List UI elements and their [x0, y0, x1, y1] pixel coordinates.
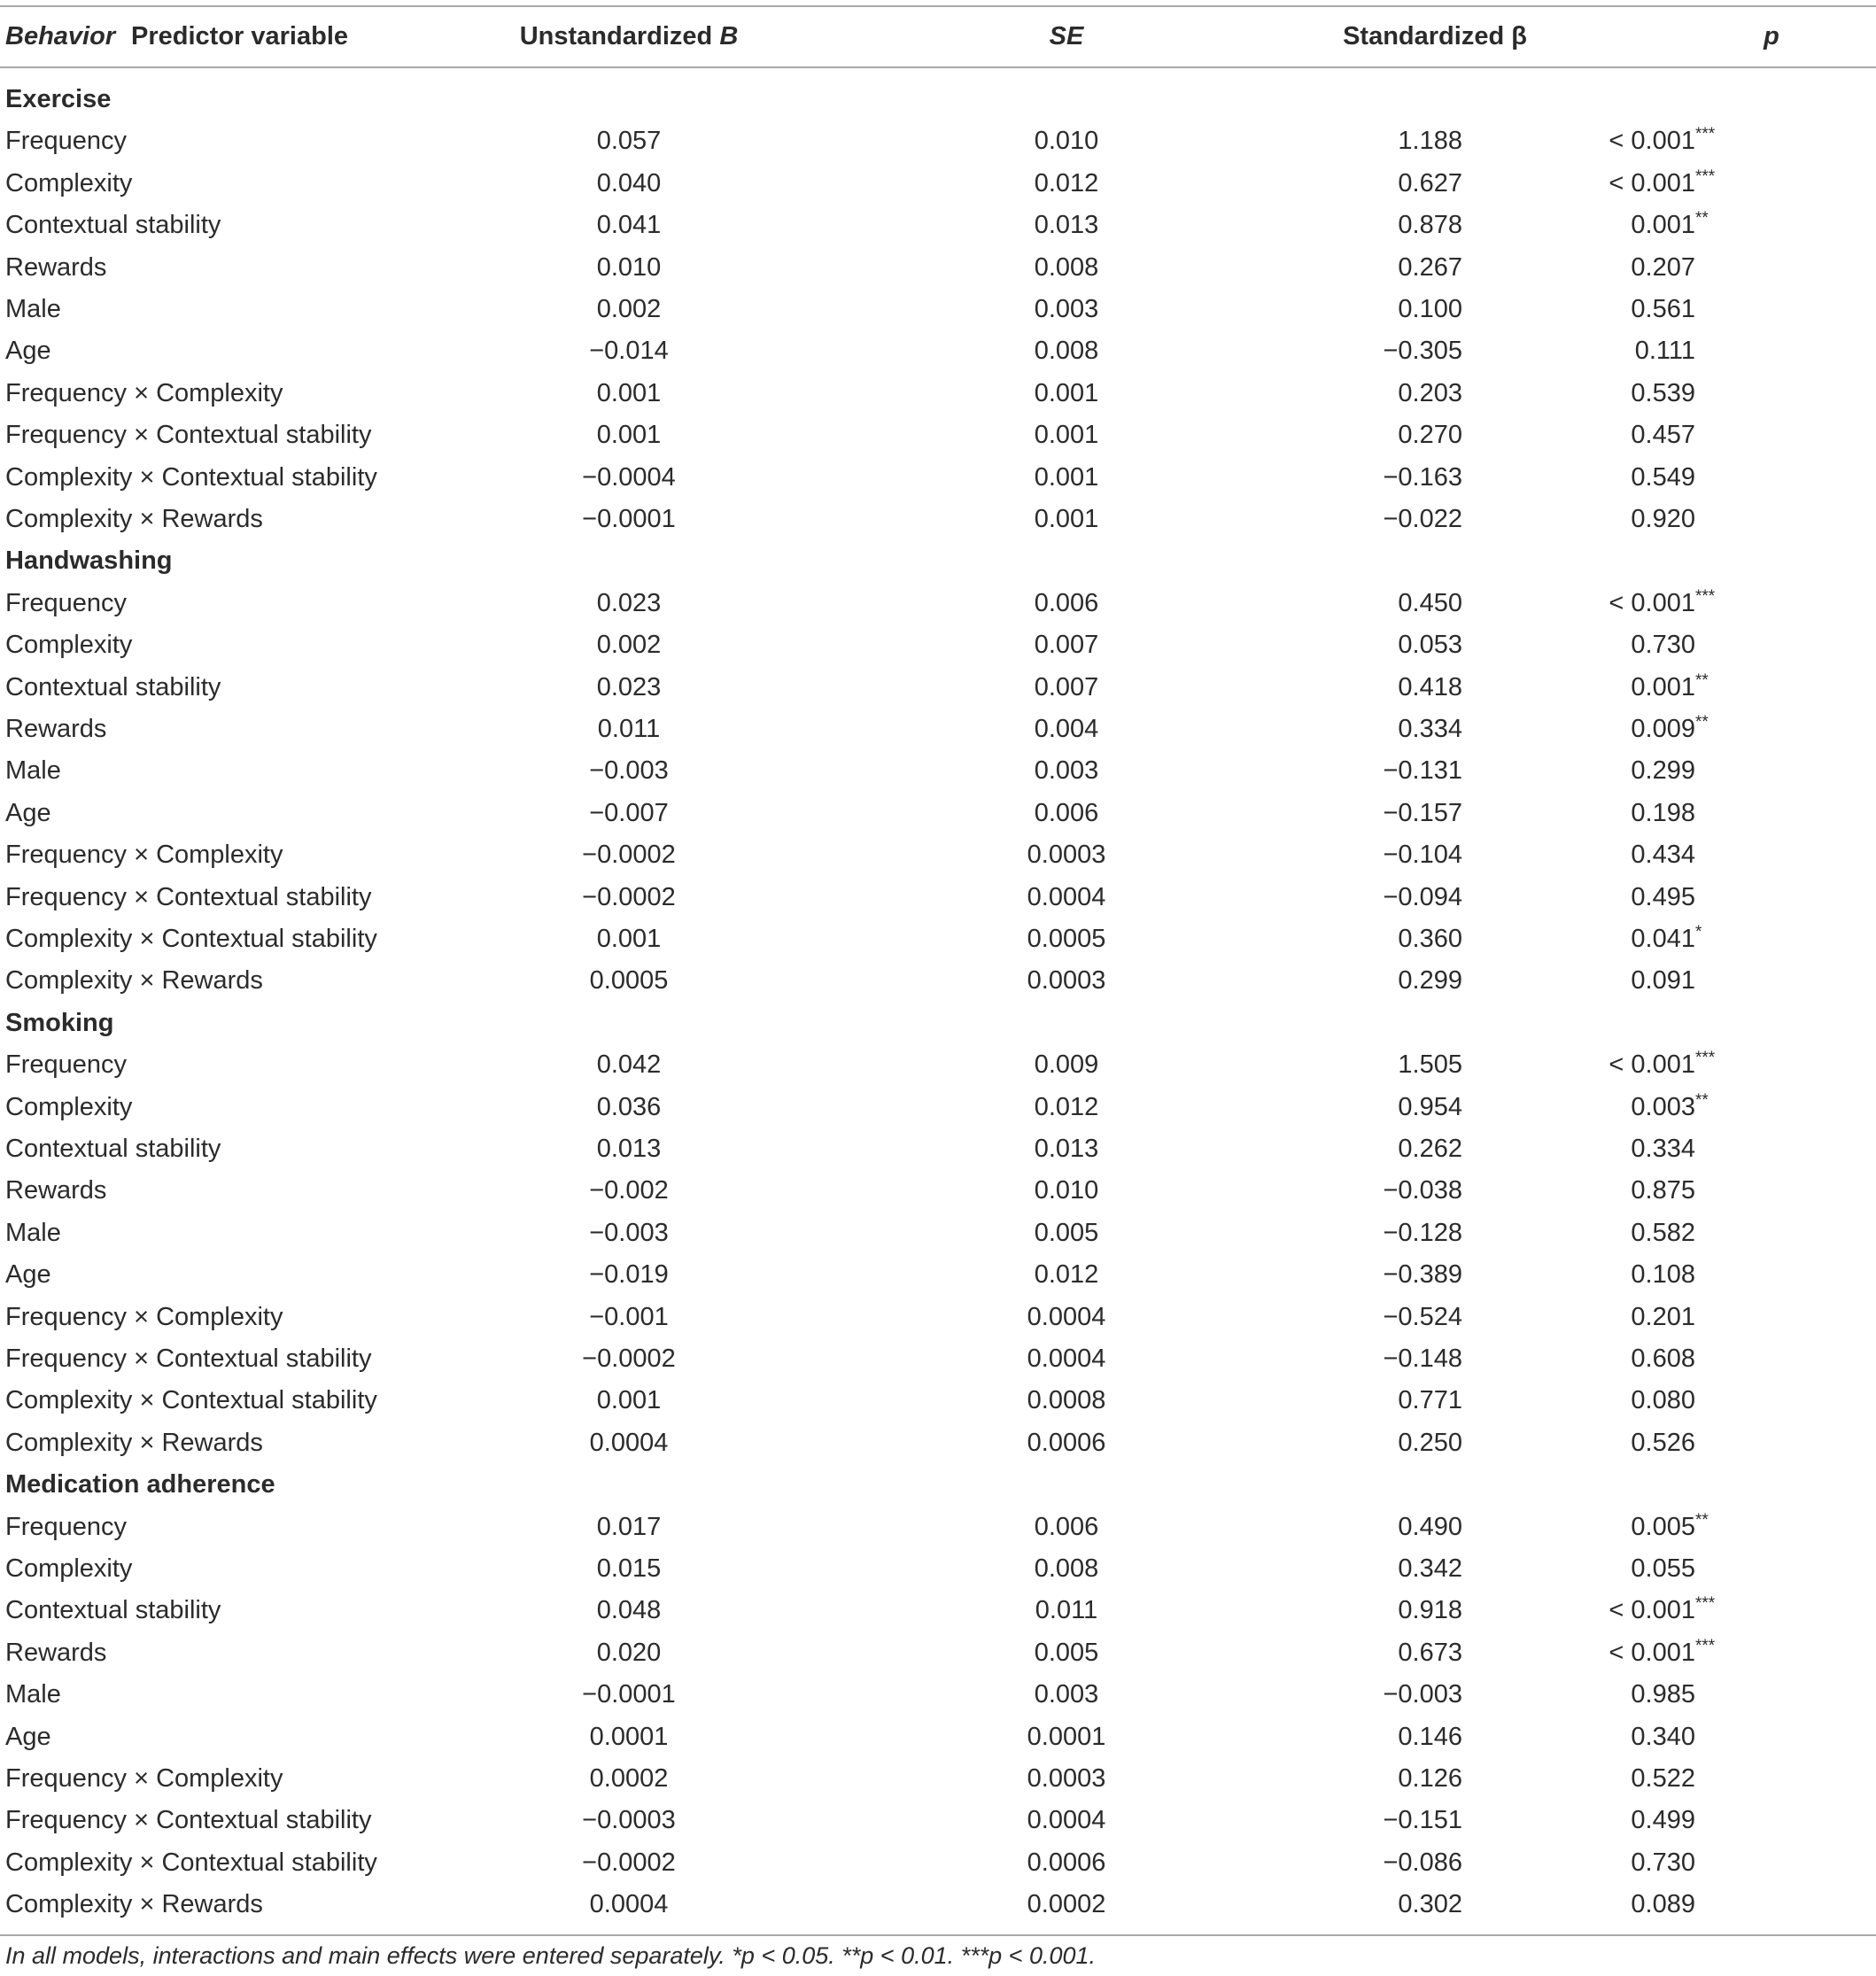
p-value-cell: 0.080	[1631, 1386, 1695, 1415]
header-predictor: Predictor variable	[131, 22, 348, 50]
predictor-cell: Frequency × Contextual stability	[5, 1806, 372, 1835]
p-value-cell: 0.549	[1631, 462, 1695, 492]
unstandardized-b-cell: 0.0004	[589, 1428, 669, 1457]
standardized-beta-cell: 0.146	[1398, 1722, 1462, 1751]
predictor-cell: Complexity	[5, 168, 133, 198]
p-value-cell: 0.730	[1631, 631, 1695, 660]
table-row	[0, 1169, 1876, 1212]
table-row	[0, 372, 1876, 415]
unstandardized-b-cell: −0.019	[589, 1260, 669, 1290]
standardized-beta-cell: 0.334	[1398, 715, 1462, 743]
table-row	[0, 1589, 1876, 1631]
se-cell: 0.003	[1034, 1680, 1099, 1709]
table-row	[0, 1379, 1876, 1422]
standardized-beta-cell: −0.389	[1383, 1260, 1462, 1290]
standardized-beta-cell: 0.771	[1398, 1386, 1462, 1415]
significance-marker: ***	[1695, 1636, 1716, 1655]
predictor-cell: Male	[5, 295, 61, 323]
se-cell: 0.0002	[1027, 1890, 1106, 1919]
se-cell: 0.001	[1034, 378, 1099, 407]
predictor-cell: Complexity	[5, 631, 133, 660]
p-value-cell: 0.539	[1631, 378, 1695, 407]
se-cell: 0.0004	[1027, 882, 1106, 911]
table-row	[0, 582, 1876, 624]
unstandardized-b-cell: 0.040	[596, 168, 662, 198]
predictor-cell: Frequency × Complexity	[5, 1764, 283, 1793]
unstandardized-b-cell: −0.007	[589, 798, 669, 827]
standardized-beta-cell: 0.126	[1398, 1764, 1462, 1793]
predictor-cell: Frequency	[5, 1050, 128, 1080]
p-value-cell: 0.608	[1631, 1344, 1695, 1373]
standardized-beta-cell: −0.104	[1383, 841, 1462, 870]
table-footnote: In all models, interactions and main effects were entered separately. *p < 0.05. **p < 0.01. ***p < 0.001.	[5, 1942, 1097, 1969]
p-value-cell: 0.089	[1631, 1890, 1695, 1919]
se-cell: 0.001	[1034, 462, 1099, 492]
unstandardized-b-cell: 0.013	[596, 1135, 662, 1163]
unstandardized-b-cell: −0.0004	[582, 462, 676, 492]
p-value-cell: 0.207	[1631, 252, 1695, 282]
standardized-beta-cell: −0.128	[1383, 1218, 1462, 1247]
p-value-cell: 0.495	[1631, 882, 1695, 911]
predictor-cell: Contextual stability	[5, 672, 221, 701]
significance-marker: **	[1695, 1090, 1709, 1110]
table-header	[0, 15, 1876, 58]
p-value-cell: 0.522	[1631, 1764, 1695, 1793]
standardized-beta-cell: 0.627	[1398, 168, 1462, 198]
group-heading-row	[0, 539, 1876, 582]
predictor-cell: Frequency × Complexity	[5, 378, 283, 407]
p-value-cell: 0.457	[1631, 421, 1695, 450]
standardized-beta-cell: 0.299	[1398, 966, 1462, 996]
unstandardized-b-cell: 0.002	[596, 631, 662, 660]
table-row	[0, 1716, 1876, 1758]
p-value-cell: 0.920	[1631, 505, 1695, 533]
table-row	[0, 456, 1876, 499]
se-cell: 0.013	[1034, 1135, 1099, 1163]
predictor-cell: Frequency	[5, 127, 128, 156]
unstandardized-b-cell: −0.0003	[582, 1806, 676, 1835]
table-row	[0, 246, 1876, 289]
p-value-cell: 0.526	[1631, 1428, 1695, 1457]
unstandardized-b-cell: 0.036	[596, 1092, 662, 1121]
unstandardized-b-cell: 0.042	[596, 1050, 662, 1080]
table-row	[0, 1422, 1876, 1464]
se-cell: 0.013	[1034, 211, 1099, 240]
table-row	[0, 288, 1876, 330]
table-row	[0, 1127, 1876, 1170]
predictor-cell: Frequency × Complexity	[5, 841, 283, 870]
unstandardized-b-cell: −0.0001	[582, 1680, 676, 1709]
se-cell: 0.005	[1034, 1218, 1099, 1247]
standardized-beta-cell: −0.131	[1383, 756, 1462, 786]
se-cell: 0.008	[1034, 252, 1099, 282]
table-row	[0, 1086, 1876, 1128]
standardized-beta-cell: 0.918	[1398, 1596, 1462, 1625]
unstandardized-b-cell: 0.001	[596, 1386, 662, 1415]
p-value-cell: < 0.001	[1609, 588, 1695, 617]
unstandardized-b-cell: −0.0002	[582, 1344, 676, 1373]
standardized-beta-cell: −0.305	[1383, 337, 1462, 366]
standardized-beta-cell: 0.250	[1398, 1428, 1462, 1457]
standardized-beta-cell: 0.100	[1398, 295, 1462, 323]
table-row	[0, 1631, 1876, 1674]
predictor-cell: Rewards	[5, 715, 107, 743]
se-cell: 0.006	[1034, 588, 1099, 617]
unstandardized-b-cell: 0.001	[596, 378, 662, 407]
se-cell: 0.0006	[1027, 1848, 1106, 1877]
p-value-cell: 0.334	[1631, 1135, 1695, 1163]
table-row	[0, 749, 1876, 792]
se-cell: 0.0004	[1027, 1302, 1106, 1331]
predictor-cell: Frequency × Complexity	[5, 1302, 283, 1331]
standardized-beta-cell: −0.094	[1383, 882, 1462, 911]
header-unstandardized-b: Unstandardized B	[519, 22, 739, 50]
p-value-cell: 0.009	[1631, 715, 1695, 743]
standardized-beta-cell: 0.673	[1398, 1638, 1462, 1667]
table-row	[0, 833, 1876, 876]
se-cell: 0.0005	[1027, 925, 1106, 953]
se-cell: 0.012	[1034, 1260, 1099, 1290]
table-row	[0, 708, 1876, 750]
predictor-cell: Complexity	[5, 1092, 133, 1121]
group-heading: Smoking	[5, 1008, 114, 1037]
predictor-cell: Frequency × Contextual stability	[5, 421, 372, 450]
table-row	[0, 1337, 1876, 1380]
significance-marker: ***	[1695, 1049, 1716, 1068]
p-value-cell: 0.434	[1631, 841, 1695, 870]
se-cell: 0.003	[1034, 756, 1099, 786]
unstandardized-b-cell: −0.014	[589, 337, 669, 366]
standardized-beta-cell: 0.267	[1398, 252, 1462, 282]
table-top-rule	[0, 5, 1876, 7]
p-value-cell: 0.091	[1631, 966, 1695, 996]
standardized-beta-cell: 0.342	[1398, 1554, 1462, 1583]
header-behavior: Behavior	[5, 22, 116, 50]
unstandardized-b-cell: 0.002	[596, 295, 662, 323]
predictor-cell: Complexity × Contextual stability	[5, 925, 377, 953]
significance-marker: ***	[1695, 1594, 1716, 1614]
unstandardized-b-cell: −0.0001	[582, 505, 676, 533]
group-heading: Handwashing	[5, 546, 173, 576]
standardized-beta-cell: 0.878	[1398, 211, 1462, 240]
p-value-cell: 0.001	[1631, 211, 1695, 240]
p-value-cell: 0.299	[1631, 756, 1695, 786]
unstandardized-b-cell: −0.0002	[582, 1848, 676, 1877]
group-heading: Medication adherence	[5, 1470, 275, 1499]
se-cell: 0.011	[1035, 1596, 1098, 1625]
se-cell: 0.012	[1034, 1092, 1099, 1121]
group-heading: Exercise	[5, 85, 112, 113]
unstandardized-b-cell: 0.020	[596, 1638, 662, 1667]
predictor-cell: Contextual stability	[5, 211, 221, 240]
group-heading-row	[0, 78, 1876, 120]
significance-marker: *	[1695, 923, 1702, 942]
p-value-cell: 0.499	[1631, 1806, 1695, 1835]
se-cell: 0.0004	[1027, 1806, 1106, 1835]
table-row	[0, 1547, 1876, 1590]
se-cell: 0.005	[1034, 1638, 1099, 1667]
standardized-beta-cell: −0.003	[1383, 1680, 1462, 1709]
table-row	[0, 918, 1876, 960]
table-row	[0, 1212, 1876, 1254]
predictor-cell: Male	[5, 1218, 61, 1247]
se-cell: 0.004	[1034, 715, 1099, 743]
standardized-beta-cell: 0.490	[1398, 1512, 1462, 1541]
unstandardized-b-cell: −0.0002	[582, 841, 676, 870]
unstandardized-b-cell: −0.002	[589, 1176, 669, 1205]
predictor-cell: Male	[5, 756, 61, 786]
se-cell: 0.0008	[1027, 1386, 1106, 1415]
standardized-beta-cell: −0.163	[1383, 462, 1462, 492]
p-value-cell: 0.055	[1631, 1554, 1695, 1583]
se-cell: 0.001	[1034, 505, 1099, 533]
standardized-beta-cell: 0.360	[1398, 925, 1462, 953]
table-row	[0, 120, 1876, 162]
unstandardized-b-cell: −0.0002	[582, 882, 676, 911]
table-row	[0, 666, 1876, 709]
header-bottom-rule	[0, 66, 1876, 68]
p-value-cell: 0.001	[1631, 672, 1695, 701]
table-row	[0, 1673, 1876, 1716]
standardized-beta-cell: 1.188	[1398, 127, 1462, 156]
p-value-cell: 0.198	[1631, 798, 1695, 827]
significance-marker: ***	[1695, 586, 1716, 606]
p-value-cell: < 0.001	[1609, 1638, 1695, 1667]
table-row	[0, 876, 1876, 918]
standardized-beta-cell: −0.524	[1383, 1302, 1462, 1331]
table-row	[0, 329, 1876, 372]
table-row	[0, 624, 1876, 666]
p-value-cell: 0.003	[1631, 1092, 1695, 1121]
table-row	[0, 1043, 1876, 1086]
predictor-cell: Complexity × Rewards	[5, 966, 263, 996]
standardized-beta-cell: −0.086	[1383, 1848, 1462, 1877]
significance-marker: **	[1695, 713, 1709, 732]
predictor-cell: Complexity × Contextual stability	[5, 1848, 377, 1877]
standardized-beta-cell: −0.148	[1383, 1344, 1462, 1373]
se-cell: 0.010	[1034, 1176, 1099, 1205]
predictor-cell: Complexity × Rewards	[5, 1428, 263, 1457]
table-row	[0, 204, 1876, 246]
se-cell: 0.006	[1034, 798, 1099, 827]
standardized-beta-cell: −0.022	[1383, 505, 1462, 533]
p-value-cell: < 0.001	[1609, 1050, 1695, 1080]
group-heading-row	[0, 1002, 1876, 1044]
p-value-cell: 0.201	[1631, 1302, 1695, 1331]
predictor-cell: Rewards	[5, 1176, 107, 1205]
p-value-cell: 0.582	[1631, 1218, 1695, 1247]
p-value-cell: 0.340	[1631, 1722, 1695, 1751]
unstandardized-b-cell: −0.001	[589, 1302, 669, 1331]
predictor-cell: Contextual stability	[5, 1596, 221, 1625]
table-row	[0, 162, 1876, 205]
significance-marker: **	[1695, 209, 1709, 229]
standardized-beta-cell: 0.270	[1398, 421, 1462, 450]
se-cell: 0.012	[1034, 168, 1099, 198]
significance-marker: ***	[1695, 125, 1716, 144]
predictor-cell: Complexity × Contextual stability	[5, 462, 377, 492]
standardized-beta-cell: 0.954	[1398, 1092, 1462, 1121]
standardized-beta-cell: 0.053	[1398, 631, 1462, 660]
unstandardized-b-cell: 0.001	[596, 925, 662, 953]
standardized-beta-cell: 0.262	[1398, 1135, 1462, 1163]
p-value-cell: < 0.001	[1609, 1596, 1695, 1625]
p-value-cell: 0.985	[1631, 1680, 1695, 1709]
standardized-beta-cell: 0.203	[1398, 378, 1462, 407]
unstandardized-b-cell: 0.041	[596, 211, 662, 240]
table-row	[0, 1841, 1876, 1884]
significance-marker: **	[1695, 670, 1709, 690]
p-value-cell: 0.111	[1634, 337, 1695, 366]
unstandardized-b-cell: 0.048	[596, 1596, 662, 1625]
predictor-cell: Frequency × Contextual stability	[5, 882, 372, 911]
se-cell: 0.0003	[1027, 841, 1106, 870]
se-cell: 0.0003	[1027, 1764, 1106, 1793]
table-row	[0, 1757, 1876, 1800]
p-value-cell: 0.730	[1631, 1848, 1695, 1877]
predictor-cell: Age	[5, 337, 51, 366]
unstandardized-b-cell: 0.0005	[589, 966, 669, 996]
unstandardized-b-cell: 0.023	[596, 588, 662, 617]
se-cell: 0.0001	[1027, 1722, 1106, 1751]
se-cell: 0.009	[1034, 1050, 1099, 1080]
se-cell: 0.003	[1034, 295, 1099, 323]
table-row	[0, 1506, 1876, 1548]
se-cell: 0.007	[1034, 631, 1099, 660]
header-p: p	[1764, 22, 1779, 50]
table-row	[0, 792, 1876, 834]
table-row	[0, 1883, 1876, 1926]
table-row	[0, 1253, 1876, 1296]
unstandardized-b-cell: 0.023	[596, 672, 662, 701]
unstandardized-b-cell: 0.017	[596, 1512, 662, 1541]
se-cell: 0.006	[1034, 1512, 1099, 1541]
header-se: SE	[1049, 22, 1084, 50]
standardized-beta-cell: 0.418	[1398, 672, 1462, 701]
standardized-beta-cell: −0.157	[1383, 798, 1462, 827]
unstandardized-b-cell: 0.010	[596, 252, 662, 282]
standardized-beta-cell: 0.302	[1398, 1890, 1462, 1919]
predictor-cell: Frequency	[5, 1512, 128, 1541]
header-standardized-beta: Standardized β	[1343, 22, 1527, 50]
se-cell: 0.0004	[1027, 1344, 1106, 1373]
table-row	[0, 498, 1876, 540]
predictor-cell: Male	[5, 1680, 61, 1709]
predictor-cell: Complexity	[5, 1554, 133, 1583]
predictor-cell: Frequency × Contextual stability	[5, 1344, 372, 1373]
unstandardized-b-cell: −0.003	[589, 756, 669, 786]
significance-marker: ***	[1695, 167, 1716, 186]
significance-marker: **	[1695, 1510, 1709, 1530]
table-row	[0, 959, 1876, 1002]
se-cell: 0.007	[1034, 672, 1099, 701]
p-value-cell: 0.875	[1631, 1176, 1695, 1205]
unstandardized-b-cell: 0.011	[597, 715, 661, 743]
se-cell: 0.010	[1034, 127, 1099, 156]
p-value-cell: 0.108	[1631, 1260, 1695, 1290]
p-value-cell: 0.005	[1631, 1512, 1695, 1541]
p-value-cell: 0.561	[1631, 295, 1695, 323]
unstandardized-b-cell: 0.015	[596, 1554, 662, 1583]
unstandardized-b-cell: −0.003	[589, 1218, 669, 1247]
unstandardized-b-cell: 0.0004	[589, 1890, 669, 1919]
predictor-cell: Complexity × Rewards	[5, 1890, 263, 1919]
unstandardized-b-cell: 0.001	[596, 421, 662, 450]
predictor-cell: Complexity × Contextual stability	[5, 1386, 377, 1415]
standardized-beta-cell: −0.038	[1383, 1176, 1462, 1205]
se-cell: 0.008	[1034, 337, 1099, 366]
se-cell: 0.0006	[1027, 1428, 1106, 1457]
standardized-beta-cell: −0.151	[1383, 1806, 1462, 1835]
p-value-cell: < 0.001	[1609, 127, 1695, 156]
table-row	[0, 1296, 1876, 1338]
predictor-cell: Age	[5, 798, 51, 827]
se-cell: 0.008	[1034, 1554, 1099, 1583]
table-row	[0, 414, 1876, 456]
predictor-cell: Age	[5, 1260, 51, 1290]
se-cell: 0.001	[1034, 421, 1099, 450]
table-bottom-rule	[0, 1934, 1876, 1936]
predictor-cell: Rewards	[5, 1638, 107, 1667]
group-heading-row	[0, 1463, 1876, 1506]
predictor-cell: Frequency	[5, 588, 128, 617]
p-value-cell: 0.041	[1631, 925, 1695, 953]
table-row	[0, 1799, 1876, 1841]
p-value-cell: < 0.001	[1609, 168, 1695, 198]
predictor-cell: Age	[5, 1722, 51, 1751]
unstandardized-b-cell: 0.0002	[589, 1764, 669, 1793]
unstandardized-b-cell: 0.057	[596, 127, 662, 156]
predictor-cell: Rewards	[5, 252, 107, 282]
standardized-beta-cell: 1.505	[1398, 1050, 1462, 1080]
predictor-cell: Contextual stability	[5, 1135, 221, 1163]
predictor-cell: Complexity × Rewards	[5, 505, 263, 533]
se-cell: 0.0003	[1027, 966, 1106, 996]
standardized-beta-cell: 0.450	[1398, 588, 1462, 617]
unstandardized-b-cell: 0.0001	[589, 1722, 669, 1751]
